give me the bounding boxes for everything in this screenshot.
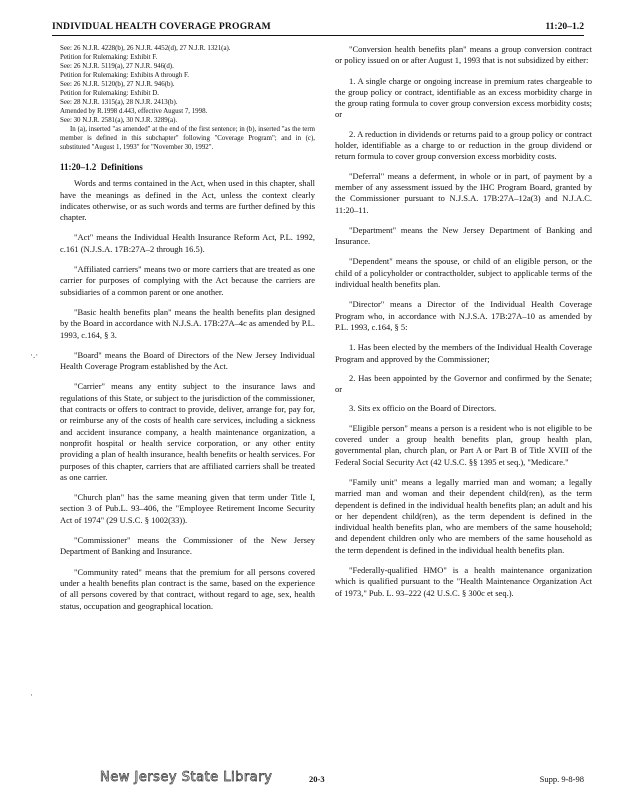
definition-paragraph: "Carrier" means any entity subject to the insurance laws and regulations of this State, or subject to the jurisdiction of the commissioner, that contracts or offers to contract to provide, deliver, arrange for, pay for, or reimburse any of the costs of health care services, including a sickness and accident insurance company, a health maintenance organization, a nonprofit hospital or health service corporation, or any other entity providing a plan of health insurance, health benefits or health services. For purposes of this chapter, carriers that are affiliated carriers shall be treated as one carrier. bbox=[60, 381, 315, 482]
history-notes bbox=[60, 44, 315, 152]
definition-paragraph: "Department" means the New Jersey Department of Banking and Insurance. bbox=[335, 224, 592, 247]
definition-paragraph: "Conversion health benefits plan" means a group conversion contract or policy issued on or after August 1, 1993 that is not subsidized by either: bbox=[335, 44, 592, 66]
definition-paragraph: "Community rated" means that the premium for all persons covered under a health benefits plan contract is the same, based on the experience of all persons covered by that contract, without regard to age, sex, health status, occupation and geographical location. bbox=[60, 566, 315, 611]
definition-paragraph: "Act" means the Individual Health Insurance Reform Act, P.L. 1992, c.161 (N.J.S.A. 17B:27A–2 through 16.5). bbox=[60, 232, 315, 254]
history-line: Petition for Rulemaking: Exhibit D. bbox=[60, 90, 159, 97]
definition-paragraph: "Family unit" means a legally married man and woman; a legally married man and woman and their dependent child(ren), as the term dependent is defined in the individual health benefits plan; an adult and his or her dependent child(ren), as the term dependent is defined in the individual health benefits plan, who are members of the same household; and dependent children only who are members of the same household as the term dependent is defined in the individual health benefits plan. bbox=[335, 476, 592, 555]
definition-subitem: 1. Has been elected by the members of the Individual Health Coverage Program and approved by the Commissioner; bbox=[335, 342, 592, 364]
page-number: 20-3 bbox=[309, 774, 325, 784]
section-number: 11:20–1.2 bbox=[60, 162, 97, 172]
definition-paragraph: "Director" means a Director of the Individual Health Coverage Program who, in accordance with N.J.S.A. 17B:27A–10 as amended by P.L. 1993, c.164, § 5: bbox=[335, 299, 592, 332]
definition-subitem: 3. Sits ex officio on the Board of Directors. bbox=[349, 403, 497, 414]
history-line: See: 26 N.J.R. 5119(a), 27 N.J.R. 946(d). bbox=[60, 63, 174, 70]
history-line: See: 30 N.J.R. 2581(a), 30 N.J.R. 3289(a). bbox=[60, 117, 178, 124]
history-line: See: 28 N.J.R. 1315(a), 28 N.J.R. 2413(b). bbox=[60, 99, 178, 106]
section-title: Definitions bbox=[100, 162, 143, 172]
history-line: Petition for Rulemaking: Exhibits A through F. bbox=[60, 72, 190, 79]
definition-paragraph: Words and terms contained in the Act, when used in this chapter, shall have the meanings as defined in the Act, unless the context clearly indicates otherwise, or as such words and terms are further defined by this chapter. bbox=[60, 178, 315, 223]
section-heading bbox=[60, 162, 315, 173]
library-watermark: New Jersey State Library bbox=[100, 770, 273, 785]
left-column bbox=[60, 44, 315, 621]
history-line: See: 26 N.J.R. 4228(b), 26 N.J.R. 4452(d), 27 N.J.R. 1321(a). bbox=[60, 45, 231, 52]
definition-paragraph: "Basic health benefits plan" means the health benefits plan designed by the Board in accordance with N.J.S.A. 17B:27A–4c as amended by P.L. 1993, c.164, § 3. bbox=[60, 306, 315, 340]
definition-paragraph: "Affiliated carriers" means two or more carriers that are treated as one carrier for purposes of complying with the Act because the carriers are subsidiaries of a common parent or one another. bbox=[60, 264, 315, 297]
history-line: See: 26 N.J.R. 5120(b), 27 N.J.R. 946(b). bbox=[60, 81, 175, 88]
definition-subitem: 2. Has been appointed by the Governor and confirmed by the Senate; or bbox=[335, 372, 592, 395]
definition-paragraph: "Church plan" has the same meaning given that term under Title I, section 3 of Pub.L. 93–406, the "Employee Retirement Income Security Act of 1974" (29 U.S.C. § 1002(33)). bbox=[60, 492, 315, 525]
definition-paragraph: "Dependent" means the spouse, or child of an eligible person, or the child of a policyholder or contractholder, subject to applicable terms of the individual health benefits plan. bbox=[335, 256, 592, 290]
header-title: INDIVIDUAL HEALTH COVERAGE PROGRAM bbox=[52, 21, 271, 32]
header-code: 11:20–1.2 bbox=[545, 21, 584, 32]
definition-paragraph: "Federally-qualified HMO" is a health maintenance organization which is qualified pursuant to the "Health Maintenance Organization Act of 1973," Pub. L. 93–222 (42 U.S.C. § 300c et seq.). bbox=[335, 564, 592, 598]
definition-paragraph: "Commissioner" means the Commissioner of the New Jersey Department of Banking and Insurance. bbox=[60, 535, 315, 557]
history-note: In (a), inserted "as amended" at the end of the first sentence; in (b), inserted "as the term member is defined in this subchapter" following "Coverage Program"; and in (c), substituted "August 1, 1993" for "November 30, 1992". bbox=[60, 126, 315, 151]
right-column bbox=[335, 44, 592, 608]
definition-paragraph: "Eligible person" means a person is a resident who is not eligible to be covered under a group health benefits plan, group health plan, governmental plan, church plan, or Part A or Part B of Title XVIII of the Federal Social Security Act (42 U.S.C. §§ 1395 et seq.), "Medicare." bbox=[335, 422, 592, 467]
history-line: Amended by R.1998 d.443, effective August 7, 1998. bbox=[60, 108, 208, 115]
definition-subitem: 1. A single charge or ongoing increase in premium rates chargeable to the group policy or contract, identifiable as an excess morbidity charge in the group rating formula to cover group conversion excess morbidity costs; or bbox=[335, 75, 592, 120]
supplement-date: Supp. 9-8-98 bbox=[539, 774, 584, 784]
history-line: Petition for Rulemaking: Exhibit F. bbox=[60, 54, 158, 61]
margin-mark: ·.· bbox=[30, 350, 39, 360]
definition-paragraph: "Board" means the Board of Directors of the New Jersey Individual Health Coverage Program established by the Act. bbox=[60, 349, 315, 372]
definition-paragraph: "Deferral" means a deferment, in whole or in part, of payment by a member of any assessment issued by the IHC Program Board, granted by the Commissioner pursuant to N.J.S.A. 17B:27A–12a(3) and N.J.A.C. 11:20–11. bbox=[335, 170, 592, 215]
definition-subitem: 2. A reduction in dividends or returns paid to a group policy or contract holder, identifiable as a charge to or reduction in the group dividend or return formula to cover group conversion excess morbidity costs. bbox=[335, 128, 592, 162]
running-header bbox=[52, 19, 584, 36]
margin-mark: · bbox=[30, 690, 33, 700]
